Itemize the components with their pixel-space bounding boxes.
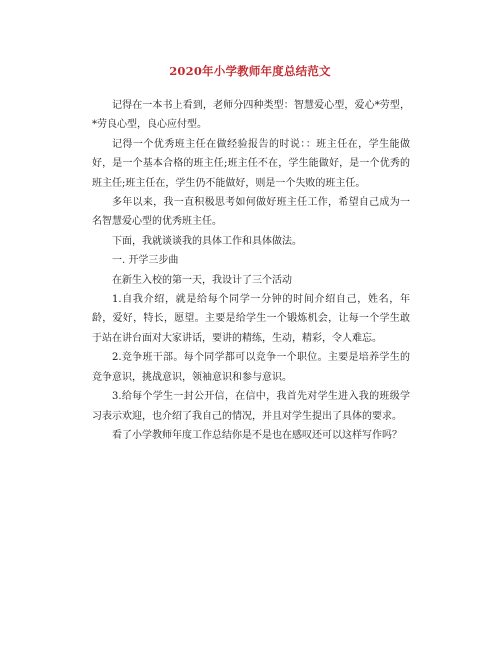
paragraph-self-introduction: 1.自我介绍，就是给每个同学一分钟的时间介绍自己，姓名，年龄，爱好，特长，愿望。主要是给学生一个锻炼机会，让每一个学生敢于站在讲台面对大家讲话，要讲的精练，生动，精彩，令人难忘。: [92, 294, 410, 344]
paragraph-first-day: 在新生入校的第一天，我设计了三个活动: [112, 274, 292, 286]
paragraph-closing: 看了小学教师年度工作总结你是不是也在感叹还可以这样写作吗？: [112, 429, 402, 441]
document-title: 2020年小学教师年度总结范文: [169, 64, 331, 78]
section-heading-three-steps: 一. 开学三步曲: [112, 255, 179, 267]
paragraph-intro-methods: 下面，我就谈谈我的具体工作和具体做法。: [112, 235, 302, 247]
paragraph-teacher-types: 记得在一本书上看到，老师分四种类型：智慧爱心型，爱心*劳型，*劳良心型，良心应付型。: [92, 100, 410, 131]
paragraph-open-letter: 3.给每个学生一封公开信，在信中，我首先对学生进入我的班级学习表示欢迎，也介绍了我自己的情况，并且对学生提出了具体的要求。: [92, 391, 410, 422]
document-body: [92, 96, 410, 445]
paragraph-class-cadre: 2.竞争班干部。每个同学都可以竞争一个职位。主要是培养学生的竞争意识，挑战意识，领袖意识和参与意识。: [92, 352, 410, 383]
paragraph-head-teacher-quote: 记得一个优秀班主任在做经验报告的时说：：班主任在，学生能做好，是一个基本合格的班主任;班主任不在，学生能做好，是一个优秀的班主任;班主任在，学生仍不能做好，则是一个失败的班主任。: [92, 138, 410, 189]
paragraph-years-reflection: 多年以来，我一直积极思考如何做好班主任工作，希望自己成为一名智慧爱心型的优秀班主任。: [92, 197, 410, 228]
